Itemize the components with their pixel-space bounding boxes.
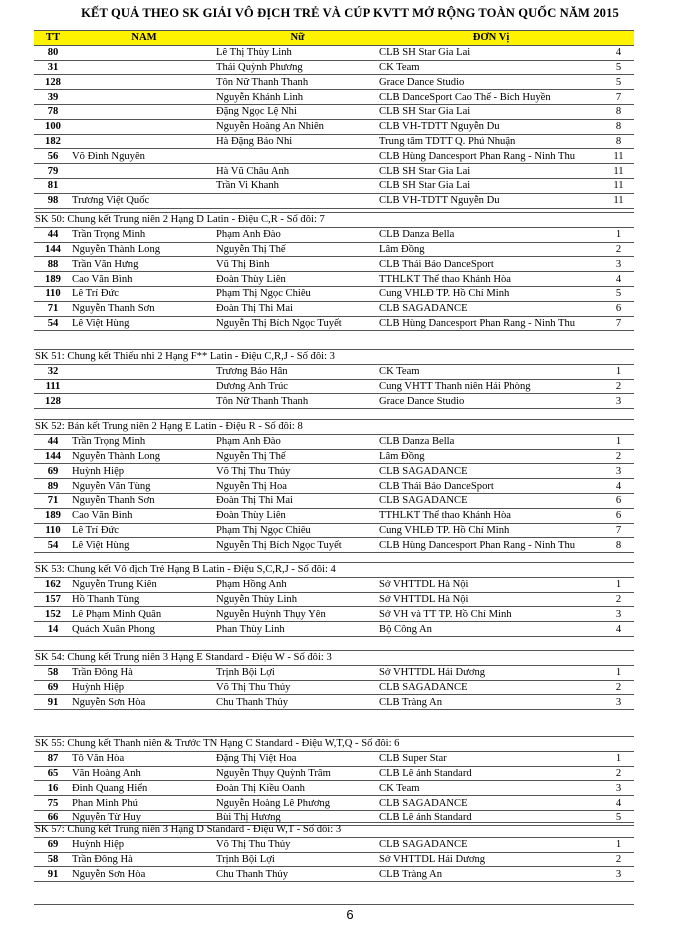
section-table — [34, 419, 634, 553]
table-row — [34, 867, 634, 882]
row-rank: 8 — [603, 538, 634, 553]
row-tt: 81 — [34, 178, 72, 193]
row-don-vi: CLB SAGADANCE — [379, 464, 603, 479]
row-nu — [216, 193, 379, 208]
row-nu: Nguyễn Hoàng An Nhiên — [216, 119, 379, 134]
row-rank: 1 — [603, 227, 634, 242]
row-nu: Chu Thanh Thủy — [216, 695, 379, 710]
row-nam: Phan Minh Phú — [72, 796, 216, 811]
row-don-vi: CLB SAGADANCE — [379, 796, 603, 811]
row-rank: 3 — [603, 257, 634, 272]
row-rank: 3 — [603, 695, 634, 710]
section-title: SK 51: Chung kết Thiếu nhi 2 Hạng F** Latin - Điệu C,R,J - Số đôi: 3 — [34, 350, 634, 365]
section-title: SK 57: Chung kết Trung niên 3 Hạng D Standard - Điệu W,T - Số đôi: 3 — [34, 823, 634, 838]
row-don-vi: TTHLKT Thể thao Khánh Hòa — [379, 508, 603, 523]
row-don-vi: CLB Lê ánh Standard — [379, 766, 603, 781]
row-don-vi: Sở VHTTDL Hải Dương — [379, 852, 603, 867]
row-nam — [72, 364, 216, 379]
first-results-table — [34, 30, 634, 209]
section-title-row — [34, 213, 634, 228]
row-rank: 1 — [603, 665, 634, 680]
row-nam — [72, 45, 216, 60]
row-don-vi: CLB VH-TDTT Nguyễn Du — [379, 119, 603, 134]
row-tt: 71 — [34, 301, 72, 316]
row-don-vi: Bộ Công An — [379, 622, 603, 637]
row-don-vi: CLB Danza Bella — [379, 227, 603, 242]
row-nu: Phạm Anh Đào — [216, 434, 379, 449]
row-nam: Lê Việt Hùng — [72, 316, 216, 331]
row-nu: Võ Thị Thu Thủy — [216, 680, 379, 695]
row-tt: 144 — [34, 242, 72, 257]
row-nam — [72, 104, 216, 119]
row-nam — [72, 164, 216, 179]
row-don-vi: CLB SAGADANCE — [379, 493, 603, 508]
row-nu — [216, 149, 379, 164]
row-rank: 4 — [603, 479, 634, 494]
table-row — [34, 796, 634, 811]
row-nu: Trương Bảo Hân — [216, 364, 379, 379]
page-number: 6 — [346, 907, 354, 922]
header-nu: Nữ — [216, 31, 379, 46]
row-tt: 79 — [34, 164, 72, 179]
section-title-row — [34, 420, 634, 435]
row-tt: 111 — [34, 379, 72, 394]
row-don-vi: TTHLKT Thể thao Khánh Hòa — [379, 272, 603, 287]
section-title-row — [34, 563, 634, 578]
row-nam: Nguyễn Từ Huy — [72, 810, 216, 825]
row-don-vi: CLB Hùng Dancesport Phan Rang - Ninh Thu — [379, 316, 603, 331]
row-don-vi: Sở VHTTDL Hà Nội — [379, 577, 603, 592]
row-rank: 5 — [603, 60, 634, 75]
row-nam: Tô Văn Hòa — [72, 751, 216, 766]
row-nam — [72, 394, 216, 409]
row-nu: Nguyễn Khánh Linh — [216, 90, 379, 105]
row-nam: Trần Trọng Minh — [72, 434, 216, 449]
header-nam: NAM — [72, 31, 216, 46]
row-rank: 3 — [603, 607, 634, 622]
row-nu: Đặng Ngọc Lệ Nhi — [216, 104, 379, 119]
section-table — [34, 822, 634, 882]
table-row — [34, 766, 634, 781]
row-tt: 91 — [34, 695, 72, 710]
row-don-vi: CLB Super Star — [379, 751, 603, 766]
row-tt: 58 — [34, 852, 72, 867]
row-rank: 2 — [603, 680, 634, 695]
row-don-vi: CLB VH-TDTT Nguyễn Du — [379, 193, 603, 208]
section-title: SK 50: Chung kết Trung niên 2 Hạng D Latin - Điệu C,R - Số đôi: 7 — [34, 213, 634, 228]
row-rank: 2 — [603, 242, 634, 257]
row-rank: 6 — [603, 301, 634, 316]
row-nam: Huỳnh Hiệp — [72, 680, 216, 695]
row-don-vi: CK Team — [379, 60, 603, 75]
row-nu: Võ Thị Thu Thủy — [216, 837, 379, 852]
section-title-row — [34, 823, 634, 838]
row-rank: 2 — [603, 379, 634, 394]
row-nam — [72, 75, 216, 90]
row-tt: 39 — [34, 90, 72, 105]
row-don-vi: CLB Danza Bella — [379, 434, 603, 449]
row-rank: 3 — [603, 394, 634, 409]
row-nu: Đoàn Thị Kiều Oanh — [216, 781, 379, 796]
row-nam: Đinh Quang Hiển — [72, 781, 216, 796]
row-tt: 16 — [34, 781, 72, 796]
row-nam: Võ Đình Nguyên — [72, 149, 216, 164]
row-rank: 2 — [603, 766, 634, 781]
row-nu: Đoàn Thùy Liên — [216, 272, 379, 287]
header-don-vi: ĐƠN Vị — [379, 31, 603, 46]
table-row — [34, 622, 634, 637]
row-nam: Trần Văn Hưng — [72, 257, 216, 272]
table-row — [34, 523, 634, 538]
table-row — [34, 104, 634, 119]
row-rank: 1 — [603, 577, 634, 592]
row-tt: 110 — [34, 523, 72, 538]
row-nu: Hà Vũ Châu Anh — [216, 164, 379, 179]
row-don-vi: CK Team — [379, 364, 603, 379]
table-row — [34, 227, 634, 242]
table-row — [34, 479, 634, 494]
row-nu: Nguyễn Thị Thế — [216, 242, 379, 257]
row-nam: Nguyễn Thành Long — [72, 242, 216, 257]
row-nu: Phạm Thị Ngọc Chiêu — [216, 286, 379, 301]
row-tt: 88 — [34, 257, 72, 272]
row-nu: Đoàn Thùy Liên — [216, 508, 379, 523]
row-tt: 66 — [34, 810, 72, 825]
row-rank: 4 — [603, 622, 634, 637]
row-don-vi: Lâm Đồng — [379, 449, 603, 464]
row-tt: 98 — [34, 193, 72, 208]
row-tt: 128 — [34, 75, 72, 90]
row-nu: Nguyễn Thị Hoa — [216, 479, 379, 494]
row-rank: 4 — [603, 45, 634, 60]
row-tt: 54 — [34, 538, 72, 553]
table-row — [34, 592, 634, 607]
row-nu: Nguyễn Hoàng Lê Phương — [216, 796, 379, 811]
row-nu: Nguyễn Huỳnh Thụy Yên — [216, 607, 379, 622]
row-rank: 1 — [603, 364, 634, 379]
row-nu: Nguyễn Thị Thế — [216, 449, 379, 464]
row-don-vi: CLB Tràng An — [379, 867, 603, 882]
page-title: KẾT QUẢ THEO SK GIẢI VÔ ĐỊCH TRẺ VÀ CÚP KVTT MỞ RỘNG TOÀN QUỐC NĂM 2015 — [81, 6, 619, 20]
row-tt: 71 — [34, 493, 72, 508]
row-nam — [72, 90, 216, 105]
row-nam: Nguyễn Văn Tùng — [72, 479, 216, 494]
table-row — [34, 379, 634, 394]
row-nam — [72, 379, 216, 394]
row-tt: 189 — [34, 272, 72, 287]
row-nu: Nguyễn Thụy Quỳnh Trâm — [216, 766, 379, 781]
row-nu: Hà Đặng Bảo Nhi — [216, 134, 379, 149]
table-row — [34, 493, 634, 508]
section-table — [34, 349, 634, 409]
table-row — [34, 434, 634, 449]
section-title-row — [34, 651, 634, 666]
row-nu: Chu Thanh Thủy — [216, 867, 379, 882]
row-don-vi: Cung VHTT Thanh niên Hải Phòng — [379, 379, 603, 394]
row-nu: Phạm Thị Ngọc Chiêu — [216, 523, 379, 538]
table-row — [34, 852, 634, 867]
table-row — [34, 45, 634, 60]
table-row — [34, 90, 634, 105]
row-nu: Tôn Nữ Thanh Thanh — [216, 75, 379, 90]
row-nam — [72, 119, 216, 134]
row-tt: 100 — [34, 119, 72, 134]
row-rank: 2 — [603, 592, 634, 607]
row-rank: 7 — [603, 316, 634, 331]
row-tt: 144 — [34, 449, 72, 464]
section-table — [34, 212, 634, 331]
row-tt: 32 — [34, 364, 72, 379]
table-row — [34, 464, 634, 479]
row-don-vi: Cung VHLĐ TP. Hồ Chí Minh — [379, 286, 603, 301]
row-don-vi: CLB SH Star Gia Lai — [379, 104, 603, 119]
table-row — [34, 607, 634, 622]
row-tt: 44 — [34, 227, 72, 242]
row-nu: Bùi Thị Hương — [216, 810, 379, 825]
row-don-vi: CLB SH Star Gia Lai — [379, 45, 603, 60]
table-row — [34, 508, 634, 523]
row-nu: Trần Vi Khanh — [216, 178, 379, 193]
row-don-vi: CLB DanceSport Cao Thế - Bích Huyền — [379, 90, 603, 105]
table-row — [34, 665, 634, 680]
table-row — [34, 149, 634, 164]
table-row — [34, 301, 634, 316]
row-nam: Nguyễn Trung Kiên — [72, 577, 216, 592]
row-nu: Tôn Nữ Thanh Thanh — [216, 394, 379, 409]
row-nam: Nguyễn Sơn Hòa — [72, 867, 216, 882]
row-nam: Nguyễn Thanh Sơn — [72, 493, 216, 508]
row-rank: 3 — [603, 867, 634, 882]
row-nu: Đoàn Thị Thi Mai — [216, 493, 379, 508]
row-rank: 7 — [603, 90, 634, 105]
row-nam: Quách Xuân Phong — [72, 622, 216, 637]
row-rank: 11 — [603, 164, 634, 179]
row-tt: 189 — [34, 508, 72, 523]
row-rank: 1 — [603, 837, 634, 852]
row-rank: 3 — [603, 781, 634, 796]
row-rank: 3 — [603, 464, 634, 479]
section-title-row — [34, 737, 634, 752]
row-tt: 128 — [34, 394, 72, 409]
row-rank: 5 — [603, 810, 634, 825]
row-nu: Trịnh Bội Lợi — [216, 665, 379, 680]
row-rank: 5 — [603, 286, 634, 301]
row-don-vi: Trung tâm TDTT Q. Phú Nhuận — [379, 134, 603, 149]
row-don-vi: Sở VH và TT TP. Hồ Chí Minh — [379, 607, 603, 622]
row-nu: Nguyễn Thị Bích Ngọc Tuyết — [216, 316, 379, 331]
row-tt: 44 — [34, 434, 72, 449]
section-title-row — [34, 350, 634, 365]
row-tt: 75 — [34, 796, 72, 811]
row-nam: Nguyễn Thành Long — [72, 449, 216, 464]
row-tt: 87 — [34, 751, 72, 766]
row-nam: Trần Đông Hà — [72, 852, 216, 867]
row-rank: 11 — [603, 149, 634, 164]
row-tt: 69 — [34, 837, 72, 852]
row-don-vi: Sở VHTTDL Hải Dương — [379, 665, 603, 680]
row-tt: 58 — [34, 665, 72, 680]
row-don-vi: CLB Thái Bảo DanceSport — [379, 479, 603, 494]
table-row — [34, 193, 634, 208]
row-nam: Huỳnh Hiệp — [72, 464, 216, 479]
row-rank: 1 — [603, 434, 634, 449]
row-don-vi: Cung VHLĐ TP. Hồ Chí Minh — [379, 523, 603, 538]
row-nam: Lê Phạm Minh Quân — [72, 607, 216, 622]
section-title: SK 53: Chung kết Vô địch Trẻ Hạng B Latin - Điệu S,C,R,J - Số đôi: 4 — [34, 563, 634, 578]
row-nam: Nguyễn Thanh Sơn — [72, 301, 216, 316]
table-row — [34, 75, 634, 90]
table-row — [34, 394, 634, 409]
section-title: SK 55: Chung kết Thanh niên & Trước TN Hạng C Standard - Điệu W,T,Q - Số đôi: 6 — [34, 737, 634, 752]
row-don-vi: CLB SH Star Gia Lai — [379, 178, 603, 193]
table-row — [34, 119, 634, 134]
table-row — [34, 449, 634, 464]
row-tt: 31 — [34, 60, 72, 75]
row-rank: 11 — [603, 178, 634, 193]
row-tt: 65 — [34, 766, 72, 781]
row-tt: 14 — [34, 622, 72, 637]
row-nam: Huỳnh Hiệp — [72, 837, 216, 852]
row-rank: 8 — [603, 104, 634, 119]
row-nu: Dương Anh Trúc — [216, 379, 379, 394]
row-tt: 56 — [34, 149, 72, 164]
table-row — [34, 178, 634, 193]
row-nam: Lê Trí Đức — [72, 523, 216, 538]
header-tt: TT — [34, 31, 72, 46]
row-nam: Lê Việt Hùng — [72, 538, 216, 553]
row-don-vi: CLB Hùng Dancesport Phan Rang - Ninh Thu — [379, 538, 603, 553]
header-rank — [603, 31, 634, 46]
row-rank: 6 — [603, 508, 634, 523]
row-nu: Nguyễn Thị Bích Ngọc Tuyết — [216, 538, 379, 553]
table-row — [34, 316, 634, 331]
table-row — [34, 538, 634, 553]
table-row — [34, 364, 634, 379]
row-nu: Võ Thị Thu Thủy — [216, 464, 379, 479]
row-rank: 6 — [603, 493, 634, 508]
row-nu: Phạm Hồng Anh — [216, 577, 379, 592]
row-tt: 110 — [34, 286, 72, 301]
row-rank: 4 — [603, 272, 634, 287]
row-don-vi: CLB SAGADANCE — [379, 680, 603, 695]
row-don-vi: Sở VHTTDL Hà Nội — [379, 592, 603, 607]
section-table — [34, 562, 634, 637]
row-nam: Cao Văn Bình — [72, 272, 216, 287]
row-nam: Văn Hoàng Anh — [72, 766, 216, 781]
row-nam: Trần Trọng Minh — [72, 227, 216, 242]
section-table — [34, 650, 634, 710]
row-rank: 7 — [603, 523, 634, 538]
row-tt: 80 — [34, 45, 72, 60]
table-row — [34, 577, 634, 592]
row-nam — [72, 134, 216, 149]
row-don-vi: CLB Tràng An — [379, 695, 603, 710]
table-row — [34, 680, 634, 695]
row-don-vi: CLB Hùng Dancesport Phan Rang - Ninh Thu — [379, 149, 603, 164]
table-row — [34, 272, 634, 287]
table-row — [34, 837, 634, 852]
table-row — [34, 695, 634, 710]
row-tt: 91 — [34, 867, 72, 882]
row-don-vi: CLB SH Star Gia Lai — [379, 164, 603, 179]
row-nu: Đặng Thị Việt Hoa — [216, 751, 379, 766]
row-rank: 1 — [603, 751, 634, 766]
row-don-vi: CLB Thái Bảo DanceSport — [379, 257, 603, 272]
row-rank: 2 — [603, 449, 634, 464]
row-tt: 162 — [34, 577, 72, 592]
row-nam: Nguyễn Sơn Hòa — [72, 695, 216, 710]
row-nam: Hồ Thanh Tùng — [72, 592, 216, 607]
row-tt: 152 — [34, 607, 72, 622]
row-nu: Lê Thị Thùy Linh — [216, 45, 379, 60]
row-rank: 11 — [603, 193, 634, 208]
row-tt: 78 — [34, 104, 72, 119]
row-nu: Phan Thùy Linh — [216, 622, 379, 637]
row-tt: 69 — [34, 464, 72, 479]
row-don-vi: Lâm Đồng — [379, 242, 603, 257]
table-row — [34, 164, 634, 179]
row-nu: Phạm Anh Đào — [216, 227, 379, 242]
row-nu: Vũ Thị Bình — [216, 257, 379, 272]
section-title: SK 52: Bán kết Trung niên 2 Hạng E Latin - Điệu R - Số đôi: 8 — [34, 420, 634, 435]
section-table — [34, 736, 634, 826]
row-nu: Nguyễn Thùy Linh — [216, 592, 379, 607]
table-row — [34, 242, 634, 257]
row-don-vi: CK Team — [379, 781, 603, 796]
row-nam: Lê Trí Đức — [72, 286, 216, 301]
table-row — [34, 751, 634, 766]
table-row — [34, 781, 634, 796]
row-nu: Đoàn Thị Thi Mai — [216, 301, 379, 316]
row-rank: 8 — [603, 119, 634, 134]
table-row — [34, 286, 634, 301]
row-nu: Trịnh Bội Lợi — [216, 852, 379, 867]
row-rank: 8 — [603, 134, 634, 149]
row-nam: Trương Việt Quốc — [72, 193, 216, 208]
row-nam: Cao Văn Bình — [72, 508, 216, 523]
row-nam — [72, 60, 216, 75]
section-title: SK 54: Chung kết Trung niên 3 Hạng E Standard - Điệu W - Số đôi: 3 — [34, 651, 634, 666]
row-nam: Trần Đông Hà — [72, 665, 216, 680]
row-tt: 157 — [34, 592, 72, 607]
table-row — [34, 257, 634, 272]
row-don-vi: CLB SAGADANCE — [379, 837, 603, 852]
table-header-row — [34, 31, 634, 46]
row-nu: Thái Quỳnh Phương — [216, 60, 379, 75]
page-bottom-rule — [34, 904, 634, 905]
row-tt: 182 — [34, 134, 72, 149]
row-tt: 54 — [34, 316, 72, 331]
table-row — [34, 60, 634, 75]
row-don-vi: CLB Lê ánh Standard — [379, 810, 603, 825]
row-tt: 69 — [34, 680, 72, 695]
row-tt: 89 — [34, 479, 72, 494]
row-don-vi: Grace Dance Studio — [379, 394, 603, 409]
row-don-vi: Grace Dance Studio — [379, 75, 603, 90]
row-rank: 5 — [603, 75, 634, 90]
row-don-vi: CLB SAGADANCE — [379, 301, 603, 316]
row-nam — [72, 178, 216, 193]
row-rank: 4 — [603, 796, 634, 811]
row-rank: 2 — [603, 852, 634, 867]
table-row — [34, 134, 634, 149]
